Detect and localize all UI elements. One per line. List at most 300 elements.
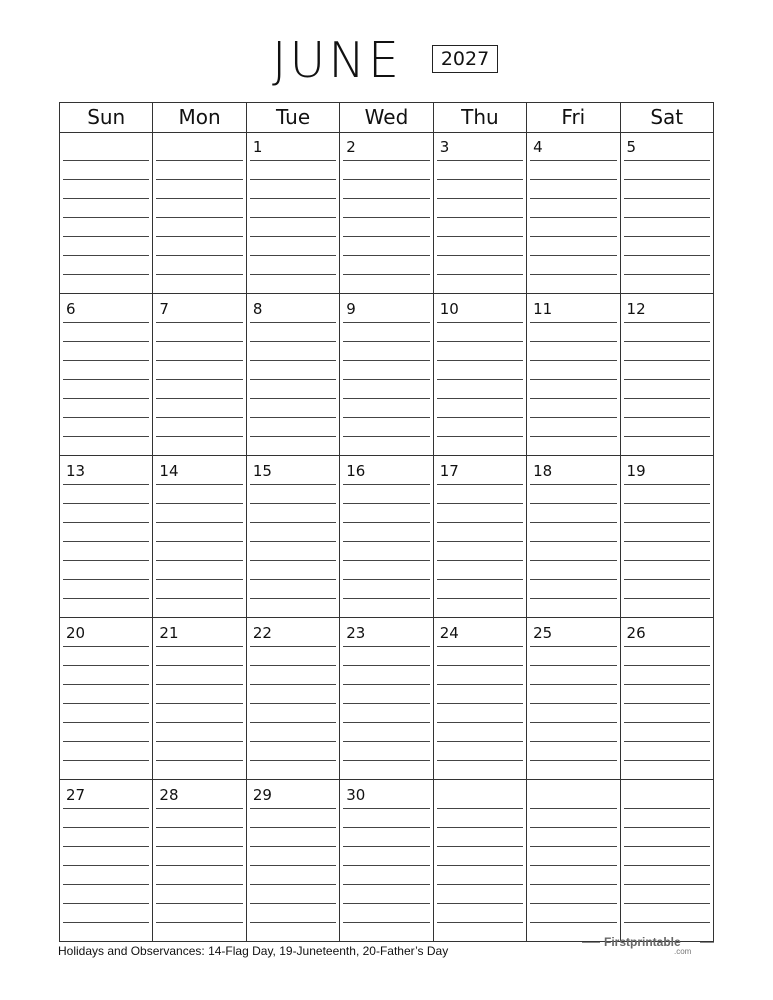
writing-line (156, 398, 242, 399)
writing-line (156, 484, 242, 485)
writing-line (437, 341, 523, 342)
writing-line (624, 884, 710, 885)
writing-line (343, 436, 429, 437)
day-cell[interactable] (60, 456, 152, 617)
holidays-note: Holidays and Observances: 14-Flag Day, 19-Juneteenth, 20-Father’s Day (58, 944, 449, 958)
writing-line (624, 436, 710, 437)
day-number: 4 (533, 138, 543, 156)
writing-line (624, 255, 710, 256)
writing-line (156, 741, 242, 742)
writing-line (624, 541, 710, 542)
day-cell[interactable] (339, 780, 432, 942)
writing-line (343, 865, 429, 866)
writing-line (437, 541, 523, 542)
writing-line (624, 646, 710, 647)
writing-line (343, 236, 429, 237)
writing-line (624, 341, 710, 342)
month-title: JUNE (272, 32, 402, 89)
day-cell[interactable] (620, 294, 713, 455)
day-number: 9 (346, 300, 356, 318)
day-number: 27 (66, 786, 86, 804)
day-number: 22 (252, 624, 272, 642)
writing-line (63, 522, 149, 523)
writing-line (156, 360, 242, 361)
day-number: 1 (252, 138, 263, 156)
writing-line (156, 684, 242, 685)
writing-line (63, 179, 149, 180)
writing-line (63, 417, 149, 418)
day-number: 17 (439, 462, 459, 480)
writing-line (63, 598, 149, 599)
writing-line (156, 198, 242, 199)
writing-line (530, 684, 616, 685)
day-number: 8 (252, 300, 263, 318)
writing-line (530, 522, 616, 523)
writing-line (63, 484, 149, 485)
writing-line (437, 741, 523, 742)
writing-line (250, 236, 336, 237)
writing-line (63, 255, 149, 256)
writing-line (530, 865, 616, 866)
writing-line (343, 884, 429, 885)
writing-line (63, 436, 149, 437)
writing-line (343, 417, 429, 418)
brand-name: Firstprintable (604, 935, 681, 949)
day-cell[interactable] (60, 618, 152, 779)
writing-line (156, 598, 242, 599)
writing-line (624, 379, 710, 380)
writing-line (250, 274, 336, 275)
writing-line (343, 541, 429, 542)
writing-line (530, 198, 616, 199)
day-cell[interactable] (620, 618, 713, 779)
writing-line (530, 503, 616, 504)
writing-line (343, 255, 429, 256)
writing-line (63, 827, 149, 828)
day-cell[interactable] (60, 294, 152, 455)
writing-line (437, 560, 523, 561)
weekday-header-row (60, 103, 713, 133)
writing-line (624, 484, 710, 485)
writing-line (530, 379, 616, 380)
writing-line (437, 865, 523, 866)
writing-line (437, 417, 523, 418)
day-number: 28 (159, 786, 179, 804)
writing-line (250, 808, 336, 809)
writing-line (63, 360, 149, 361)
writing-line (624, 598, 710, 599)
writing-line (156, 703, 242, 704)
writing-line (624, 865, 710, 866)
writing-line (437, 760, 523, 761)
writing-line (250, 646, 336, 647)
writing-line (63, 722, 149, 723)
day-cell[interactable] (620, 780, 713, 942)
writing-line (437, 846, 523, 847)
writing-line (343, 760, 429, 761)
weekday-wed: Wed (339, 103, 432, 132)
writing-line (530, 884, 616, 885)
weekday-thu: Thu (433, 103, 526, 132)
day-number: 23 (346, 624, 366, 642)
writing-line (624, 579, 710, 580)
writing-line (63, 684, 149, 685)
writing-line (343, 398, 429, 399)
writing-line (343, 217, 429, 218)
day-cell[interactable] (152, 132, 245, 293)
writing-line (437, 160, 523, 161)
writing-line (250, 827, 336, 828)
writing-line (250, 684, 336, 685)
weekday-sat: Sat (620, 103, 713, 132)
day-number: 7 (159, 300, 169, 318)
writing-line (156, 522, 242, 523)
writing-line (156, 884, 242, 885)
writing-line (437, 598, 523, 599)
writing-line (156, 579, 242, 580)
writing-line (624, 322, 710, 323)
writing-line (156, 922, 242, 923)
writing-line (343, 827, 429, 828)
day-cell[interactable] (526, 132, 619, 293)
day-cell[interactable] (60, 780, 152, 942)
day-cell[interactable] (246, 294, 339, 455)
writing-line (437, 274, 523, 275)
writing-line (530, 846, 616, 847)
brand-tld: .com (674, 947, 692, 956)
writing-line (530, 827, 616, 828)
day-number: 25 (533, 624, 553, 642)
writing-line (63, 760, 149, 761)
writing-line (63, 322, 149, 323)
week-row (60, 618, 713, 780)
week-row (60, 780, 713, 942)
writing-line (530, 922, 616, 923)
day-cell[interactable] (246, 780, 339, 942)
writing-line (530, 598, 616, 599)
writing-line (156, 560, 242, 561)
writing-line (63, 579, 149, 580)
day-number: 18 (533, 462, 553, 480)
writing-line (530, 760, 616, 761)
writing-line (250, 503, 336, 504)
writing-line (343, 341, 429, 342)
writing-line (437, 198, 523, 199)
writing-line (156, 808, 242, 809)
day-number: 13 (66, 462, 86, 480)
writing-line (63, 665, 149, 666)
writing-line (343, 579, 429, 580)
writing-line (250, 179, 336, 180)
writing-line (624, 503, 710, 504)
writing-line (156, 541, 242, 542)
writing-line (437, 703, 523, 704)
brand-rule-left (582, 942, 600, 943)
writing-line (250, 903, 336, 904)
writing-line (530, 255, 616, 256)
writing-line (437, 665, 523, 666)
writing-line (156, 236, 242, 237)
writing-line (63, 846, 149, 847)
writing-line (156, 646, 242, 647)
day-cell[interactable] (339, 618, 432, 779)
writing-line (624, 903, 710, 904)
writing-line (63, 922, 149, 923)
writing-line (250, 541, 336, 542)
writing-line (250, 922, 336, 923)
writing-line (250, 703, 336, 704)
writing-line (624, 846, 710, 847)
writing-line (624, 360, 710, 361)
writing-line (530, 560, 616, 561)
writing-line (156, 322, 242, 323)
writing-line (437, 217, 523, 218)
day-cell[interactable] (339, 132, 432, 293)
writing-line (624, 703, 710, 704)
writing-line (343, 808, 429, 809)
writing-line (250, 522, 336, 523)
writing-line (63, 217, 149, 218)
writing-line (530, 274, 616, 275)
day-cell[interactable] (60, 132, 152, 293)
writing-line (343, 684, 429, 685)
writing-line (437, 179, 523, 180)
day-cell[interactable] (246, 456, 339, 617)
writing-line (250, 217, 336, 218)
writing-line (437, 808, 523, 809)
day-cell[interactable] (339, 456, 432, 617)
day-cell[interactable] (152, 456, 245, 617)
writing-line (437, 255, 523, 256)
writing-line (343, 722, 429, 723)
writing-line (63, 741, 149, 742)
writing-line (343, 903, 429, 904)
writing-line (63, 398, 149, 399)
writing-line (624, 684, 710, 685)
writing-line (530, 360, 616, 361)
writing-line (156, 436, 242, 437)
day-number: 20 (66, 624, 86, 642)
day-cell[interactable] (433, 132, 526, 293)
day-number: 14 (159, 462, 179, 480)
day-cell[interactable] (433, 294, 526, 455)
writing-line (343, 741, 429, 742)
writing-line (156, 255, 242, 256)
writing-line (156, 379, 242, 380)
weekday-sun: Sun (87, 105, 126, 129)
day-number: 30 (346, 786, 366, 804)
day-cell[interactable] (339, 294, 432, 455)
writing-line (63, 379, 149, 380)
writing-line (530, 579, 616, 580)
writing-line (156, 217, 242, 218)
writing-line (156, 846, 242, 847)
writing-line (343, 846, 429, 847)
day-cell[interactable] (152, 780, 245, 942)
writing-line (437, 922, 523, 923)
writing-line (437, 360, 523, 361)
writing-line (63, 503, 149, 504)
day-cell[interactable] (526, 456, 619, 617)
writing-line (250, 741, 336, 742)
week-row (60, 132, 713, 294)
writing-line (530, 160, 616, 161)
writing-line (437, 684, 523, 685)
writing-line (343, 703, 429, 704)
writing-line (250, 379, 336, 380)
day-number: 11 (533, 300, 553, 318)
writing-line (343, 598, 429, 599)
writing-line (530, 665, 616, 666)
writing-line (624, 760, 710, 761)
writing-line (63, 646, 149, 647)
year-label: 2027 (432, 45, 498, 73)
writing-line (156, 760, 242, 761)
writing-line (250, 160, 336, 161)
writing-line (437, 484, 523, 485)
writing-line (250, 598, 336, 599)
writing-line (624, 827, 710, 828)
writing-line (437, 903, 523, 904)
writing-line (530, 341, 616, 342)
writing-line (156, 179, 242, 180)
writing-line (250, 665, 336, 666)
writing-line (250, 579, 336, 580)
weekday-fri: Fri (526, 103, 619, 132)
writing-line (437, 722, 523, 723)
writing-line (624, 274, 710, 275)
day-cell[interactable] (433, 780, 526, 942)
day-cell[interactable] (620, 132, 713, 293)
writing-line (624, 217, 710, 218)
writing-line (437, 398, 523, 399)
day-number: 12 (626, 300, 646, 318)
writing-line (530, 541, 616, 542)
writing-line (63, 236, 149, 237)
week-row (60, 294, 713, 456)
writing-line (250, 322, 336, 323)
writing-line (437, 646, 523, 647)
writing-line (437, 522, 523, 523)
writing-line (63, 884, 149, 885)
writing-line (624, 160, 710, 161)
writing-line (624, 417, 710, 418)
writing-line (250, 436, 336, 437)
writing-line (250, 560, 336, 561)
writing-line (624, 560, 710, 561)
writing-line (63, 903, 149, 904)
writing-line (63, 560, 149, 561)
day-number: 16 (346, 462, 366, 480)
day-cell[interactable] (246, 132, 339, 293)
writing-line (63, 541, 149, 542)
writing-line (624, 808, 710, 809)
day-number: 29 (252, 786, 272, 804)
writing-line (156, 417, 242, 418)
day-number: 2 (346, 138, 356, 156)
writing-line (343, 922, 429, 923)
writing-line (156, 665, 242, 666)
writing-line (343, 484, 429, 485)
writing-line (343, 503, 429, 504)
writing-line (156, 503, 242, 504)
brand-logo (582, 936, 714, 958)
writing-line (63, 865, 149, 866)
writing-line (250, 846, 336, 847)
writing-line (343, 646, 429, 647)
day-cell[interactable] (526, 294, 619, 455)
day-number: 26 (626, 624, 646, 642)
writing-line (250, 884, 336, 885)
writing-line (63, 198, 149, 199)
day-cell[interactable] (433, 456, 526, 617)
writing-line (63, 160, 149, 161)
writing-line (530, 436, 616, 437)
calendar-header (0, 30, 773, 92)
day-number: 6 (66, 300, 76, 318)
writing-line (156, 160, 242, 161)
writing-line (437, 236, 523, 237)
writing-line (250, 398, 336, 399)
day-cell[interactable] (526, 780, 619, 942)
writing-line (156, 722, 242, 723)
writing-line (343, 560, 429, 561)
day-cell[interactable] (246, 618, 339, 779)
writing-line (624, 922, 710, 923)
writing-line (250, 484, 336, 485)
day-cell[interactable] (152, 618, 245, 779)
writing-line (343, 322, 429, 323)
writing-line (250, 198, 336, 199)
calendar-grid (59, 102, 714, 942)
writing-line (250, 760, 336, 761)
writing-line (624, 522, 710, 523)
writing-line (530, 217, 616, 218)
writing-line (156, 274, 242, 275)
writing-line (156, 903, 242, 904)
writing-line (250, 255, 336, 256)
day-cell[interactable] (620, 456, 713, 617)
writing-line (343, 179, 429, 180)
writing-line (624, 722, 710, 723)
day-number: 19 (626, 462, 646, 480)
day-number: 15 (252, 462, 272, 480)
writing-line (343, 665, 429, 666)
writing-line (530, 398, 616, 399)
writing-line (63, 341, 149, 342)
day-cell[interactable] (152, 294, 245, 455)
writing-line (437, 379, 523, 380)
writing-line (530, 722, 616, 723)
writing-line (343, 160, 429, 161)
writing-line (250, 417, 336, 418)
writing-line (530, 179, 616, 180)
day-cell[interactable] (526, 618, 619, 779)
day-cell[interactable] (433, 618, 526, 779)
writing-line (343, 522, 429, 523)
week-row (60, 456, 713, 618)
writing-line (156, 865, 242, 866)
writing-line (624, 198, 710, 199)
day-number: 21 (159, 624, 179, 642)
writing-line (343, 274, 429, 275)
writing-line (437, 322, 523, 323)
day-number: 5 (626, 138, 637, 156)
weekday-mon: Mon (152, 103, 245, 132)
writing-line (63, 703, 149, 704)
writing-line (624, 741, 710, 742)
writing-line (530, 322, 616, 323)
